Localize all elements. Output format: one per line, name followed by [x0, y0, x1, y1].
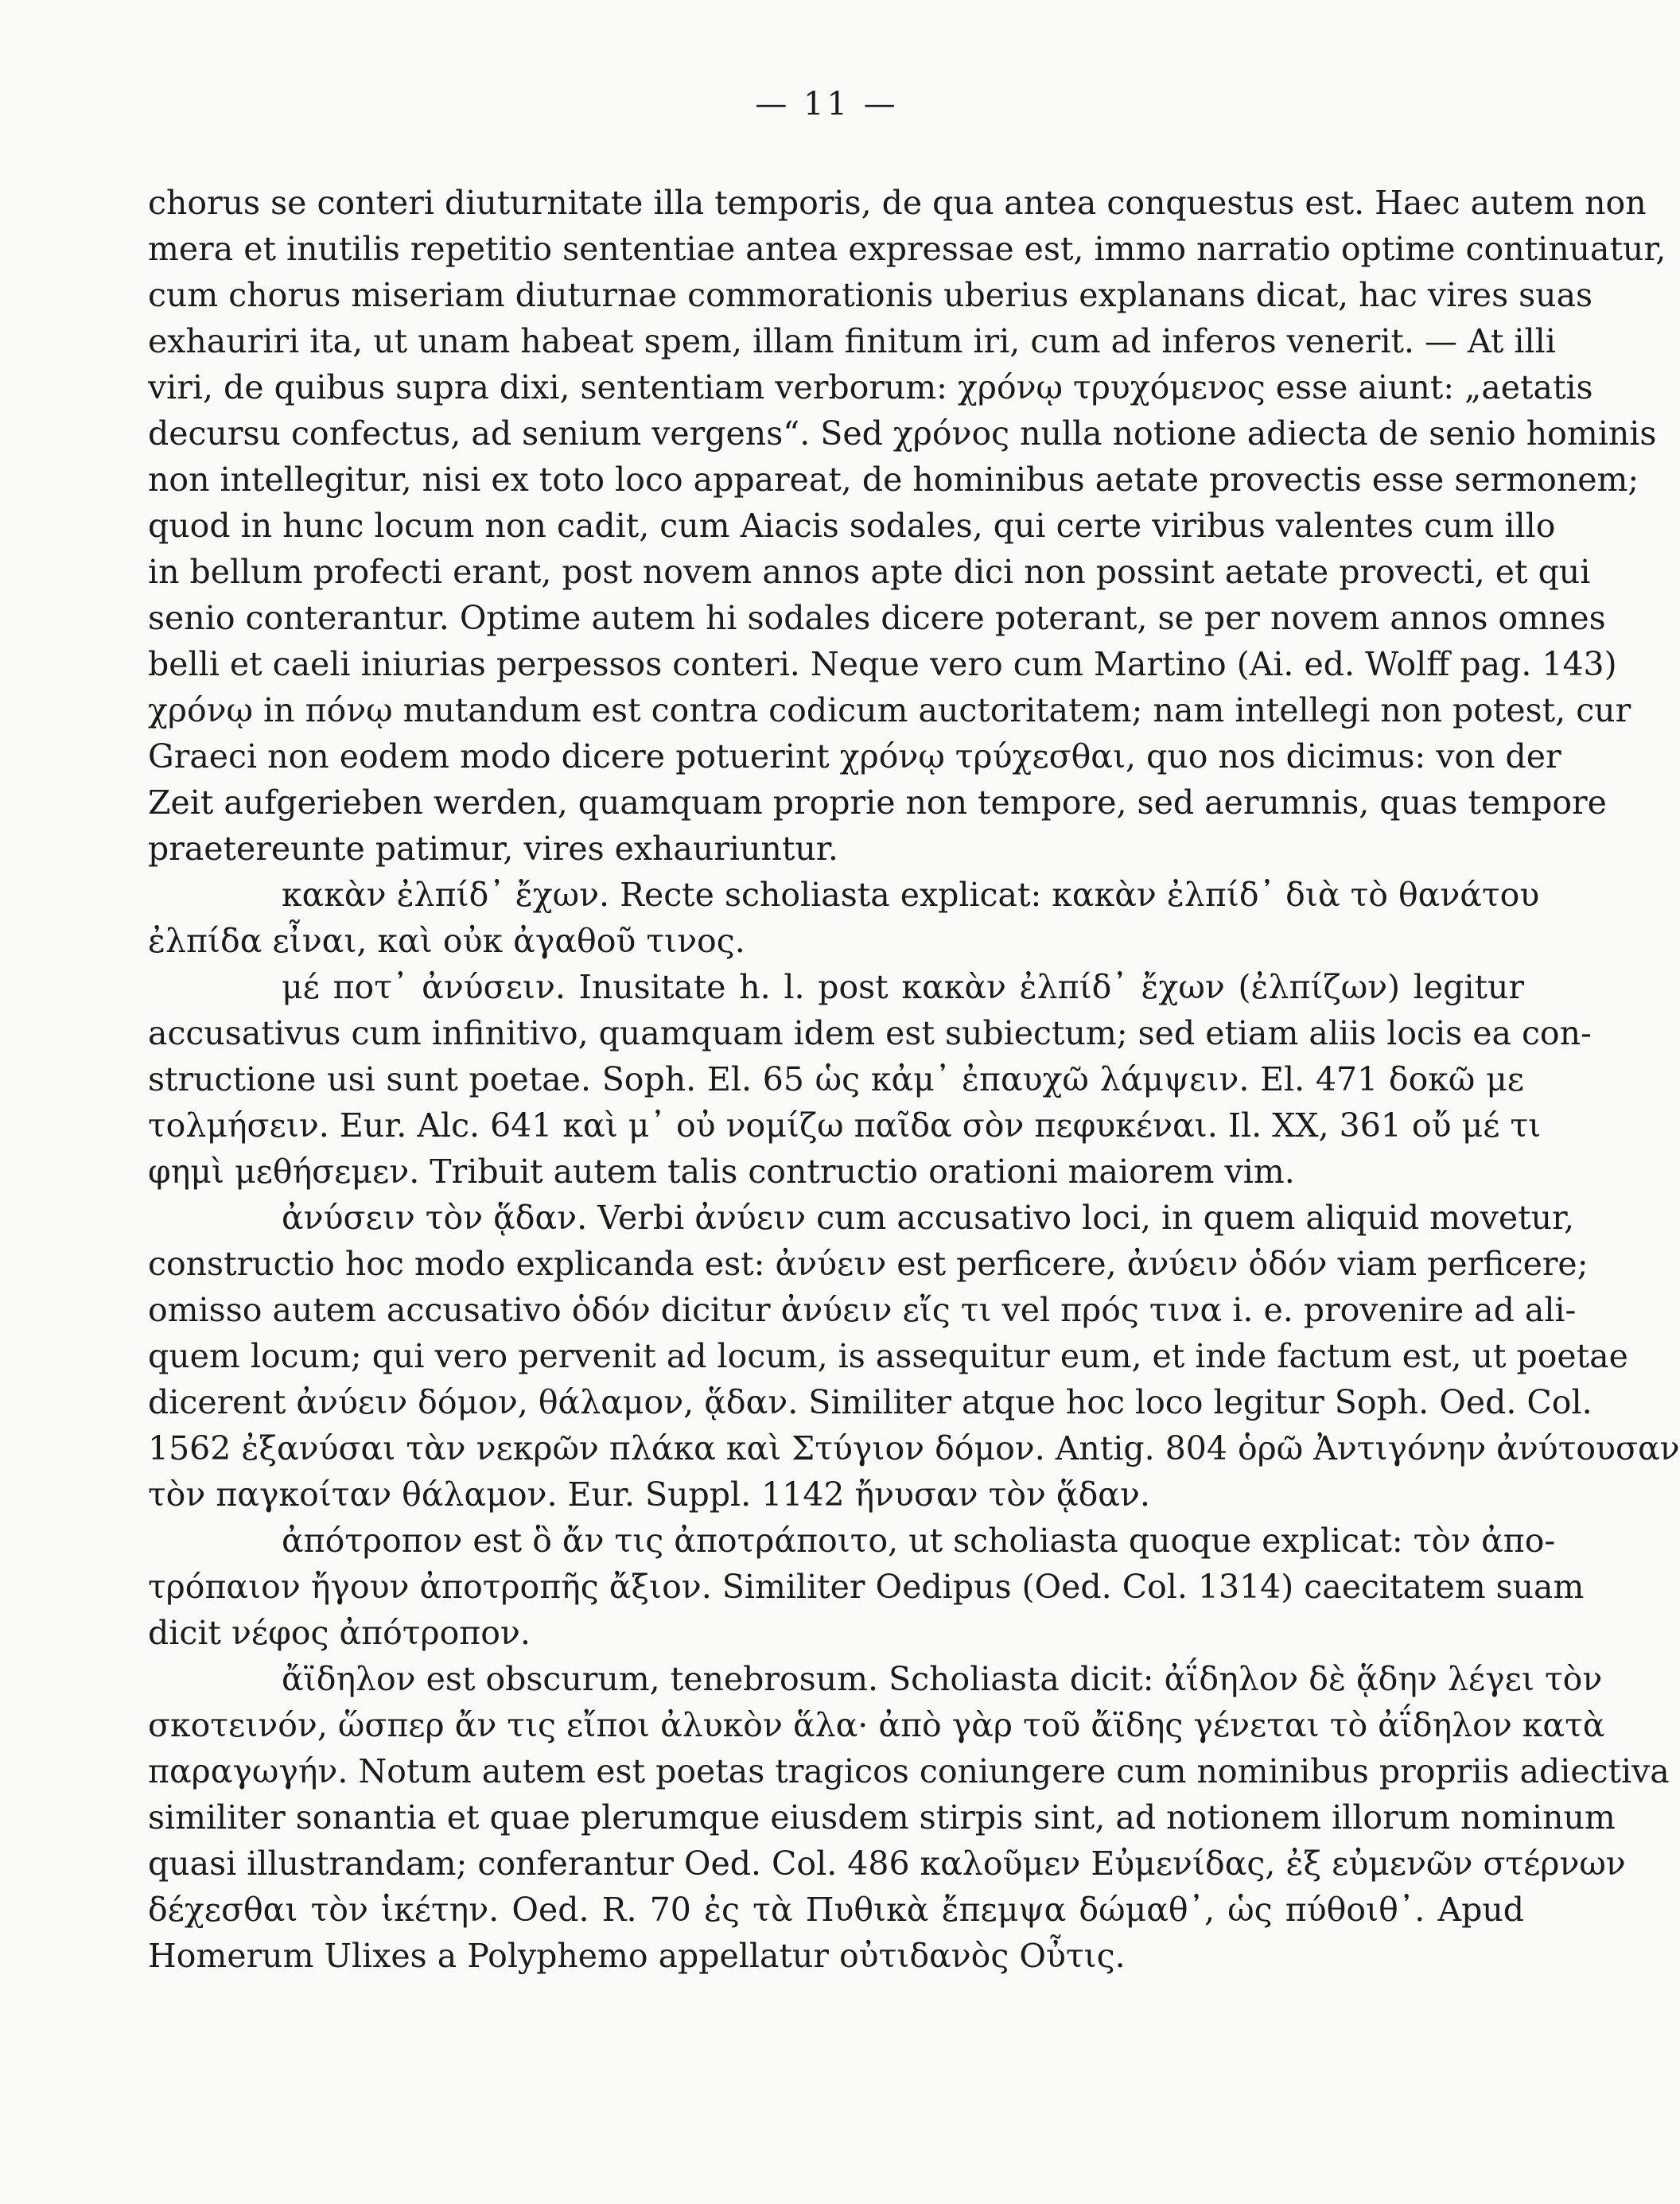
text-line: structione usi sunt poetae. Soph. El. 65 ὡς κἀμ᾽ ἐπαυχῶ λάμψειν. El. 471 δοκῶ με — [148, 1060, 1524, 1098]
text-line: omisso autem accusativo ὁδόν dicitur ἀνύειν εἴς τι vel πρός τινα i. e. provenire ad ali- — [148, 1291, 1577, 1329]
text-line: τρόπαιον ἤγουν ἀποτροπῆς ἄξιον. Similiter Oedipus (Oed. Col. 1314) caecitatem suam — [148, 1568, 1585, 1606]
text-line: ἐλπίδα εἶναι, καὶ οὐκ ἀγαθοῦ τινος. — [148, 922, 745, 960]
text-line: χρόνῳ in πόνῳ mutandum est contra codicum auctoritatem; nam intellegi non potest, cur — [148, 691, 1631, 729]
text-line: non intellegitur, nisi ex toto loco appareat, de hominibus aetate provectis esse sermonem; — [148, 461, 1639, 499]
page-number: — 11 — — [755, 86, 899, 122]
text-line: Graeci non eodem modo dicere potuerint χρόνῳ τρύχεσθαι, quo nos dicimus: von der — [148, 737, 1561, 775]
text-line: τολμήσειν. Eur. Alc. 641 καὶ μ᾽ οὐ νομίζω παῖδα σὸν πεφυκέναι. Il. XX, 361 οὔ μέ τι — [148, 1106, 1542, 1145]
text-line: accusativus cum infinitivo, quamquam idem est subiectum; sed etiam aliis locis ea con- — [148, 1014, 1592, 1052]
text-line: dicit νέφος ἀπότροπον. — [148, 1614, 531, 1652]
text-line: quasi illustrandam; conferantur Oed. Col. 486 καλοῦμεν Εὐμενίδας, ἐξ εὐμενῶν στέρνων — [148, 1844, 1626, 1883]
text-line: viri, de quibus supra dixi, sententiam verborum: χρόνῳ τρυχόμενος esse aiunt: „aetatis — [148, 368, 1593, 406]
text-line: φημὶ μεθήσεμεν. Tribuit autem talis contructio orationi maiorem vim. — [148, 1153, 1295, 1191]
lemma-line: ἄϊδηλον est obscurum, tenebrosum. Scholiasta dicit: ἀΐδηλον δὲ ᾅδην λέγει τὸν — [282, 1660, 1603, 1698]
text-line: παραγωγήν. Notum autem est poetas tragicos coniungere cum nominibus propriis adiectiva — [148, 1752, 1670, 1790]
lemma-line: μέ ποτ᾽ ἀνύσειν. Inusitate h. l. post κακὰν ἐλπίδ᾽ ἔχων (ἐλπίζων) legitur — [282, 968, 1524, 1006]
text-line: Zeit aufgerieben werden, quamquam proprie non tempore, sed aerumnis, quas tempore — [148, 783, 1607, 822]
lemma-line: ἀνύσειν τὸν ᾅδαν. Verbi ἀνύειν cum accusativo loci, in quem aliquid movetur, — [282, 1199, 1575, 1237]
text-line: in bellum profecti erant, post novem annos apte dici non possint aetate provecti, et qui — [148, 553, 1591, 591]
text-line: 1562 ἐξανύσαι τὰν νεκρῶν πλάκα καὶ Στύγιον δόμον. Antig. 804 ὁρῶ Ἀντιγόνην ἀνύτουσαν — [148, 1429, 1680, 1467]
text-line: senio conterantur. Optime autem hi sodales dicere poterant, se per novem annos omnes — [148, 599, 1606, 637]
text-line: dicerent ἀνύειν δόμον, θάλαμον, ᾅδαν. Similiter atque hoc loco legitur Soph. Oed. Col. — [148, 1383, 1592, 1421]
text-line: chorus se conteri diuturnitate illa temporis, de qua antea conquestus est. Haec autem non — [148, 184, 1647, 222]
text-line: exhauriri ita, ut unam habeat spem, illam finitum iri, cum ad inferos venerit. — At illi — [148, 322, 1556, 360]
text-line: δέχεσθαι τὸν ἱκέτην. Oed. R. 70 ἐς τὰ Πυθικὰ ἔπεμψα δώμαθ᾽, ὡς πύθοιθ᾽. Apud — [148, 1891, 1524, 1929]
text-line: cum chorus miseriam diuturnae commorationis uberius explanans dicat, hac vires suas — [148, 276, 1593, 314]
text-line: quod in hunc locum non cadit, cum Aiacis sodales, qui certe viribus valentes cum illo — [148, 507, 1556, 545]
text-line: similiter sonantia et quae plerumque eiusdem stirpis sint, ad notionem illorum nominum — [148, 1798, 1616, 1837]
lemma-line: ἀπότροπον est ὃ ἄν τις ἀποτράποιτο, ut scholiasta quoque explicat: τὸν ἀπο- — [282, 1522, 1556, 1560]
commentary-text — [148, 180, 1680, 1979]
text-line: σκοτεινόν, ὥσπερ ἄν τις εἴποι ἀλυκὸν ἅλα· ἀπὸ γὰρ τοῦ ἄϊδης γένεται τὸ ἀΐδηλον κατὰ — [148, 1706, 1605, 1744]
lemma-line: κακὰν ἐλπίδ᾽ ἔχων. Recte scholiasta explicat: κακὰν ἐλπίδ᾽ διὰ τὸ θανάτου — [282, 876, 1540, 914]
text-line: praetereunte patimur, vires exhauriuntur. — [148, 830, 838, 868]
text-line: quem locum; qui vero pervenit ad locum, is assequitur eum, et inde factum est, ut poetae — [148, 1337, 1628, 1375]
text-line: τὸν παγκοίταν θάλαμον. Eur. Suppl. 1142 ἤνυσαν τὸν ᾅδαν. — [148, 1475, 1150, 1514]
text-line: Homerum Ulixes a Polyphemo appellatur οὐτιδανὸς Οὖτις. — [148, 1937, 1126, 1975]
text-line: decursu confectus, ad senium vergens“. Sed χρόνος nulla notione adiecta de senio hominis — [148, 414, 1657, 453]
text-line: mera et inutilis repetitio sententiae antea expressae est, immo narratio optime continuatur, — [148, 230, 1666, 268]
text-line: constructio hoc modo explicanda est: ἀνύειν est perficere, ἀνύειν ὁδόν viam perficere; — [148, 1245, 1589, 1283]
text-line: belli et caeli iniurias perpessos conteri. Neque vero cum Martino (Ai. ed. Wolff pag. 143) — [148, 645, 1617, 683]
